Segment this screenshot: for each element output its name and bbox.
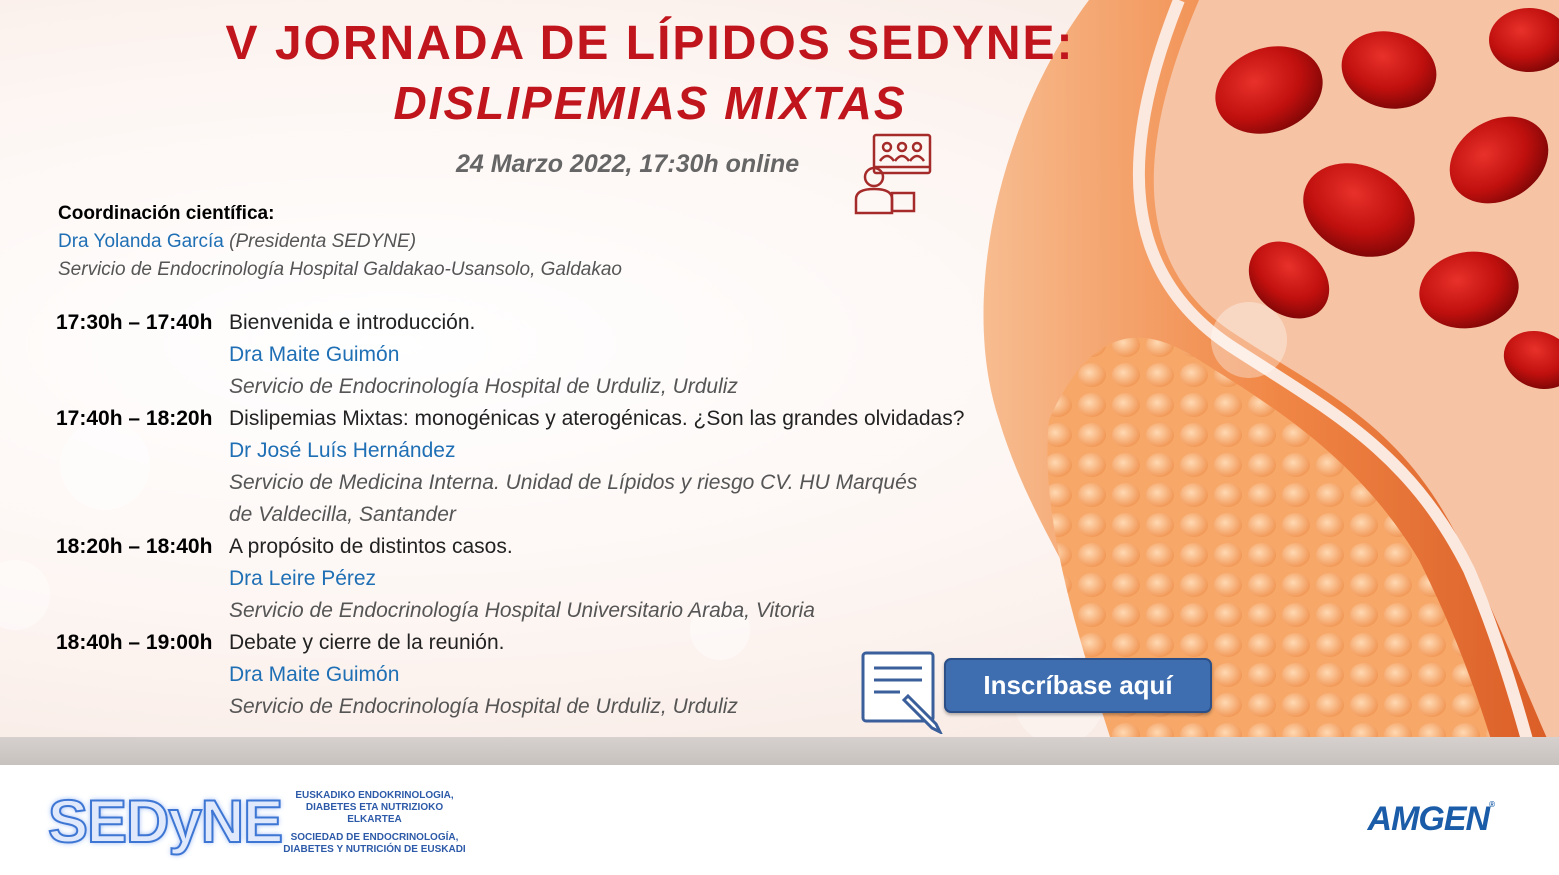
registered-mark: ® [1489, 800, 1494, 809]
agenda-affiliation: Servicio de Endocrinología Hospital de Urduliz, Urduliz [229, 375, 738, 398]
agenda-time: 17:40h – 18:20h [56, 407, 213, 430]
event-date: 24 Marzo 2022, 17:30h online [456, 150, 800, 178]
sedyne-text-line: DIABETES Y NUTRICIÓN DE EUSKADI [283, 844, 466, 855]
agenda-time: 18:40h – 19:00h [56, 631, 213, 654]
agenda-item [56, 403, 964, 531]
agenda-affiliation: Servicio de Medicina Interna. Unidad de Lípidos y riesgo CV. HU Marqués [229, 471, 918, 494]
amgen-wordmark: AMGEN [1367, 800, 1490, 838]
agenda-topic: A propósito de distintos casos. [229, 535, 513, 558]
agenda-item [56, 531, 964, 627]
agenda-topic: Debate y cierre de la reunión. [229, 631, 505, 654]
agenda-topic: Bienvenida e introducción. [229, 311, 476, 334]
footer-divider-band [0, 737, 1559, 765]
register-button[interactable]: Inscríbase aquí [944, 658, 1212, 713]
footer [0, 765, 1559, 875]
form-edit-icon[interactable] [860, 650, 944, 734]
coordination-label: Coordinación científica: [58, 203, 275, 224]
coordinator-institution: Servicio de Endocrinología Hospital Galdakao-Usansolo, Galdakao [58, 259, 622, 280]
videoconference-icon [852, 133, 934, 215]
sedyne-text-line: DIABETES ETA NUTRIZIOKO ELKARTEA [305, 802, 444, 825]
agenda-affiliation: de Valdecilla, Santander [229, 503, 456, 526]
agenda-time: 17:30h – 17:40h [56, 311, 213, 334]
event-title: V JORNADA DE LÍPIDOS SEDYNE: [225, 17, 1075, 70]
agenda-item [56, 307, 964, 403]
agenda-time: 18:20h – 18:40h [56, 535, 213, 558]
amgen-logo [1368, 800, 1494, 839]
sedyne-description [282, 790, 467, 856]
sedyne-logo: SEDyNE [48, 788, 283, 855]
bokeh-light [0, 560, 50, 630]
agenda-item [56, 627, 964, 723]
sedyne-text-line: SOCIEDAD DE ENDOCRINOLOGÍA, [290, 832, 459, 843]
event-subtitle: DISLIPEMIAS MIXTAS [393, 77, 907, 129]
agenda-affiliation: Servicio de Endocrinología Hospital de Urduliz, Urduliz [229, 695, 738, 718]
agenda-affiliation: Servicio de Endocrinología Hospital Universitario Araba, Vitoria [229, 599, 815, 622]
agenda [56, 307, 964, 723]
agenda-speaker: Dra Leire Pérez [229, 567, 377, 590]
agenda-topic: Dislipemias Mixtas: monogénicas y aterogénicas. ¿Son las grandes olvidadas? [229, 407, 965, 430]
agenda-speaker: Dr José Luís Hernández [229, 439, 456, 462]
agenda-speaker: Dra Maite Guimón [229, 663, 400, 686]
scientific-coordination [58, 200, 622, 284]
coordinator-name: Dra Yolanda García [58, 231, 224, 252]
sedyne-text-line: EUSKADIKO ENDOKRINOLOGIA, [295, 790, 454, 801]
coordinator-role: (Presidenta SEDYNE) [229, 231, 417, 252]
coordinator-line [58, 228, 622, 256]
agenda-speaker: Dra Maite Guimón [229, 343, 400, 366]
